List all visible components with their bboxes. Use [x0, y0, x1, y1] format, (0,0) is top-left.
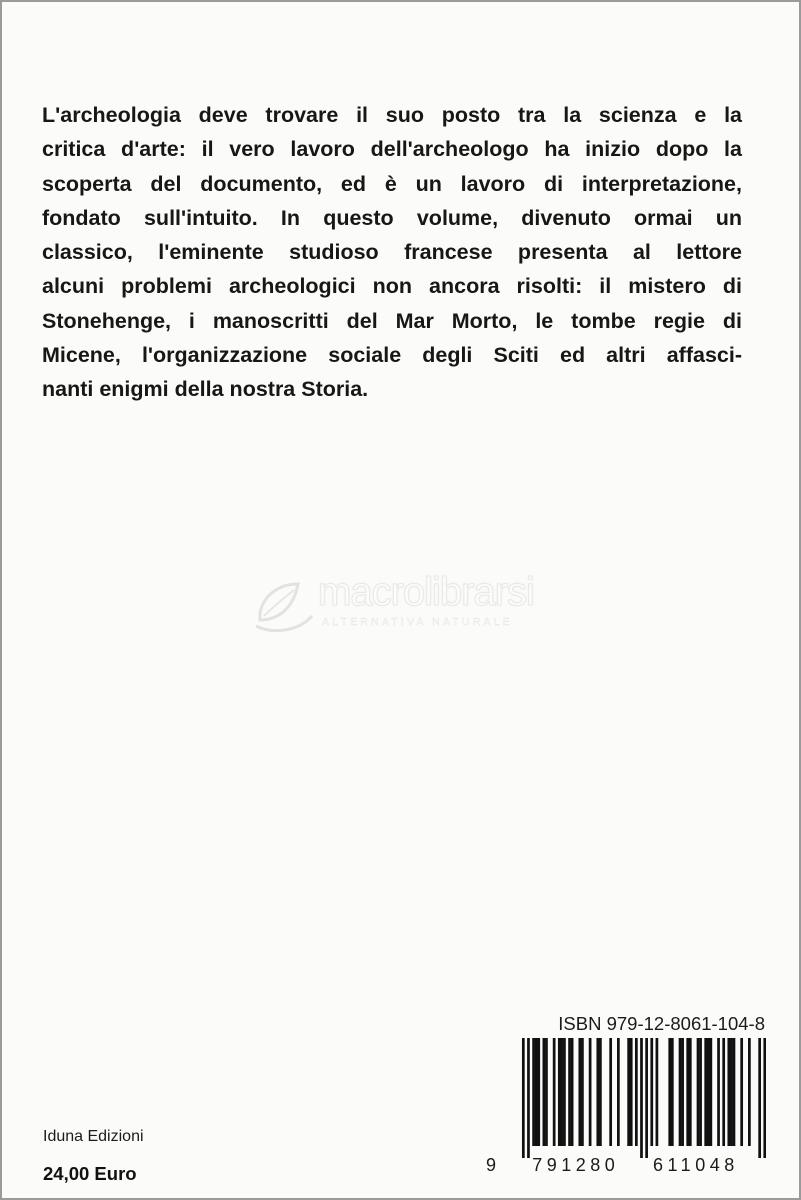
- barcode-bar: [532, 1038, 535, 1146]
- barcode-bar: [740, 1038, 743, 1146]
- barcode-digit-group: 9: [486, 1155, 497, 1175]
- back-cover-blurb: [42, 98, 742, 407]
- barcode-bar: [609, 1038, 612, 1146]
- barcode-bar: [645, 1038, 648, 1158]
- blurb-line: scoperta del documento, ed è un lavoro di interpretazione,: [42, 171, 742, 196]
- publisher-name: Iduna Edizioni: [43, 1128, 144, 1145]
- barcode-bar: [717, 1038, 720, 1146]
- barcode-bar: [671, 1038, 674, 1146]
- blurb-line: alcuni problemi archeologici non ancora risolti: il mistero di: [42, 274, 742, 299]
- barcode-digit-group: 791280: [532, 1155, 620, 1175]
- barcode-bar: [578, 1038, 581, 1146]
- barcode-bar: [709, 1038, 712, 1146]
- barcode-bar: [630, 1038, 633, 1146]
- barcode-bar: [535, 1038, 538, 1146]
- barcode-bar: [679, 1038, 682, 1146]
- barcode-bar: [733, 1038, 736, 1146]
- watermark-tagline: ALTERNATIVA NATURALE: [322, 616, 513, 628]
- barcode-bar: [707, 1038, 710, 1146]
- barcode-bar: [627, 1038, 630, 1146]
- barcode-bar: [730, 1038, 733, 1146]
- barcode-bar: [727, 1038, 730, 1146]
- barcode-icon: [486, 1038, 766, 1158]
- barcode-bar: [522, 1038, 525, 1158]
- barcode-bar: [686, 1038, 689, 1146]
- blurb-line: nanti enigmi della nostra Storia.: [42, 377, 369, 402]
- barcode-bar: [704, 1038, 707, 1146]
- barcode-bar: [668, 1038, 671, 1146]
- barcode-bar: [571, 1038, 574, 1146]
- barcode-bar: [763, 1038, 766, 1158]
- barcode-bar: [650, 1038, 653, 1146]
- watermark-name: macrolibrarsi: [318, 570, 534, 614]
- barcode-bar: [758, 1038, 761, 1158]
- blurb-line: L'archeologia deve trovare il suo posto tra la scienza e la: [42, 103, 742, 127]
- blurb-line: Micene, l'organizzazione sociale degli Sciti ed altri affasci-: [42, 343, 742, 368]
- barcode-bar: [689, 1038, 692, 1146]
- barcode-bar: [581, 1038, 584, 1146]
- isbn-label: ISBN 979-12-8061-104-8: [558, 1013, 765, 1034]
- watermark: [254, 570, 564, 640]
- barcode-bar: [543, 1038, 546, 1146]
- barcode-bar: [722, 1038, 725, 1146]
- barcode-bar: [599, 1038, 602, 1146]
- barcode-bar: [596, 1038, 599, 1146]
- barcode-bar: [553, 1038, 556, 1146]
- barcode-bar: [748, 1038, 751, 1146]
- barcode-bar: [568, 1038, 571, 1146]
- barcode-bar: [563, 1038, 566, 1146]
- barcode-bar: [697, 1038, 700, 1146]
- blurb-line: fondato sull'intuito. In questo volume, divenuto ormai un: [42, 205, 742, 230]
- barcode-bar: [560, 1038, 563, 1146]
- barcode-bar: [640, 1038, 643, 1158]
- blurb-line: critica d'arte: il vero lavoro dell'archeologo ha inizio dopo la: [42, 137, 742, 162]
- barcode-bar: [699, 1038, 702, 1146]
- barcode-digit-group: 611048: [653, 1155, 739, 1175]
- price: 24,00 Euro: [43, 1163, 137, 1184]
- barcode-bar: [545, 1038, 548, 1146]
- barcode-bar: [537, 1038, 540, 1146]
- barcode-bar: [656, 1038, 659, 1146]
- barcode-bar: [558, 1038, 561, 1146]
- blurb-line: classico, l'eminente studioso francese presenta al lettore: [42, 240, 742, 265]
- leaf-logo-icon: [254, 576, 316, 634]
- barcode-bar: [635, 1038, 638, 1146]
- barcode-bar: [681, 1038, 684, 1146]
- barcode-bar: [589, 1038, 592, 1146]
- blurb-line: Stonehenge, i manoscritti del Mar Morto, le tombe regie di: [42, 308, 742, 333]
- barcode-bar: [617, 1038, 620, 1146]
- barcode-bar: [527, 1038, 530, 1158]
